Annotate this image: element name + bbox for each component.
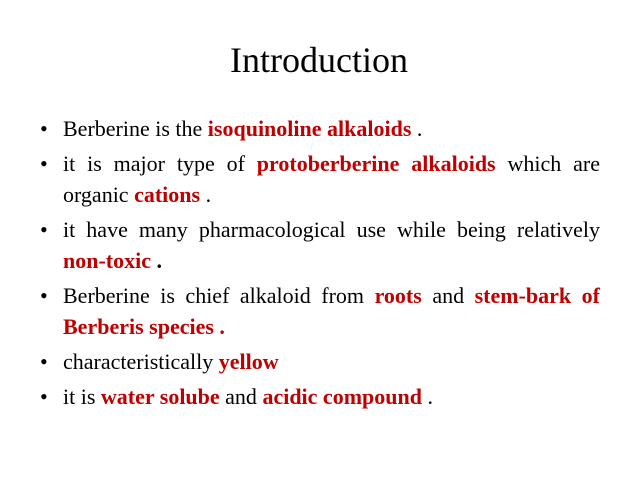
- highlight-term: yellow: [218, 349, 279, 374]
- highlight-term: protoberberine alkaloids: [256, 151, 496, 176]
- bullet-text: Berberine is chief alkaloid from: [63, 283, 375, 308]
- bullet-item: [40, 381, 600, 412]
- bullet-text: .: [421, 384, 433, 409]
- highlight-term: water solube: [100, 384, 220, 409]
- bullet-text: .: [411, 116, 423, 141]
- bullet-text: characteristically: [63, 349, 219, 374]
- bullet-icon: •: [40, 151, 48, 176]
- bullet-icon: •: [40, 283, 48, 308]
- bullet-text: it is: [63, 384, 101, 409]
- bullet-text: it have many pharmacological use while being relatively: [63, 217, 600, 242]
- highlight-term: non-toxic: [63, 248, 151, 273]
- bullet-text: .: [151, 248, 162, 273]
- bullet-text: which are organic: [63, 151, 600, 207]
- bullet-icon: •: [40, 217, 48, 242]
- slide-title: Introduction: [230, 40, 408, 80]
- bullet-text: it is major type of: [63, 151, 257, 176]
- bullet-list: [40, 113, 600, 416]
- highlight-term: cations: [134, 182, 201, 207]
- bullet-item: [40, 214, 600, 276]
- bullet-item: [40, 280, 600, 342]
- highlight-term: isoquinoline alkaloids: [207, 116, 412, 141]
- bullet-item: [40, 113, 600, 144]
- bullet-text: and: [219, 384, 263, 409]
- bullet-text: Berberine is the: [63, 116, 208, 141]
- highlight-term: roots: [374, 283, 422, 308]
- bullet-icon: •: [40, 116, 48, 141]
- bullet-text: and: [421, 283, 475, 308]
- highlight-term: acidic compound: [262, 384, 422, 409]
- bullet-item: [40, 148, 600, 210]
- bullet-icon: •: [40, 349, 48, 374]
- highlight-term: stem-bark of Berberis species .: [63, 283, 601, 339]
- bullet-item: [40, 346, 600, 377]
- bullet-text: .: [200, 182, 212, 207]
- bullet-icon: •: [40, 384, 48, 409]
